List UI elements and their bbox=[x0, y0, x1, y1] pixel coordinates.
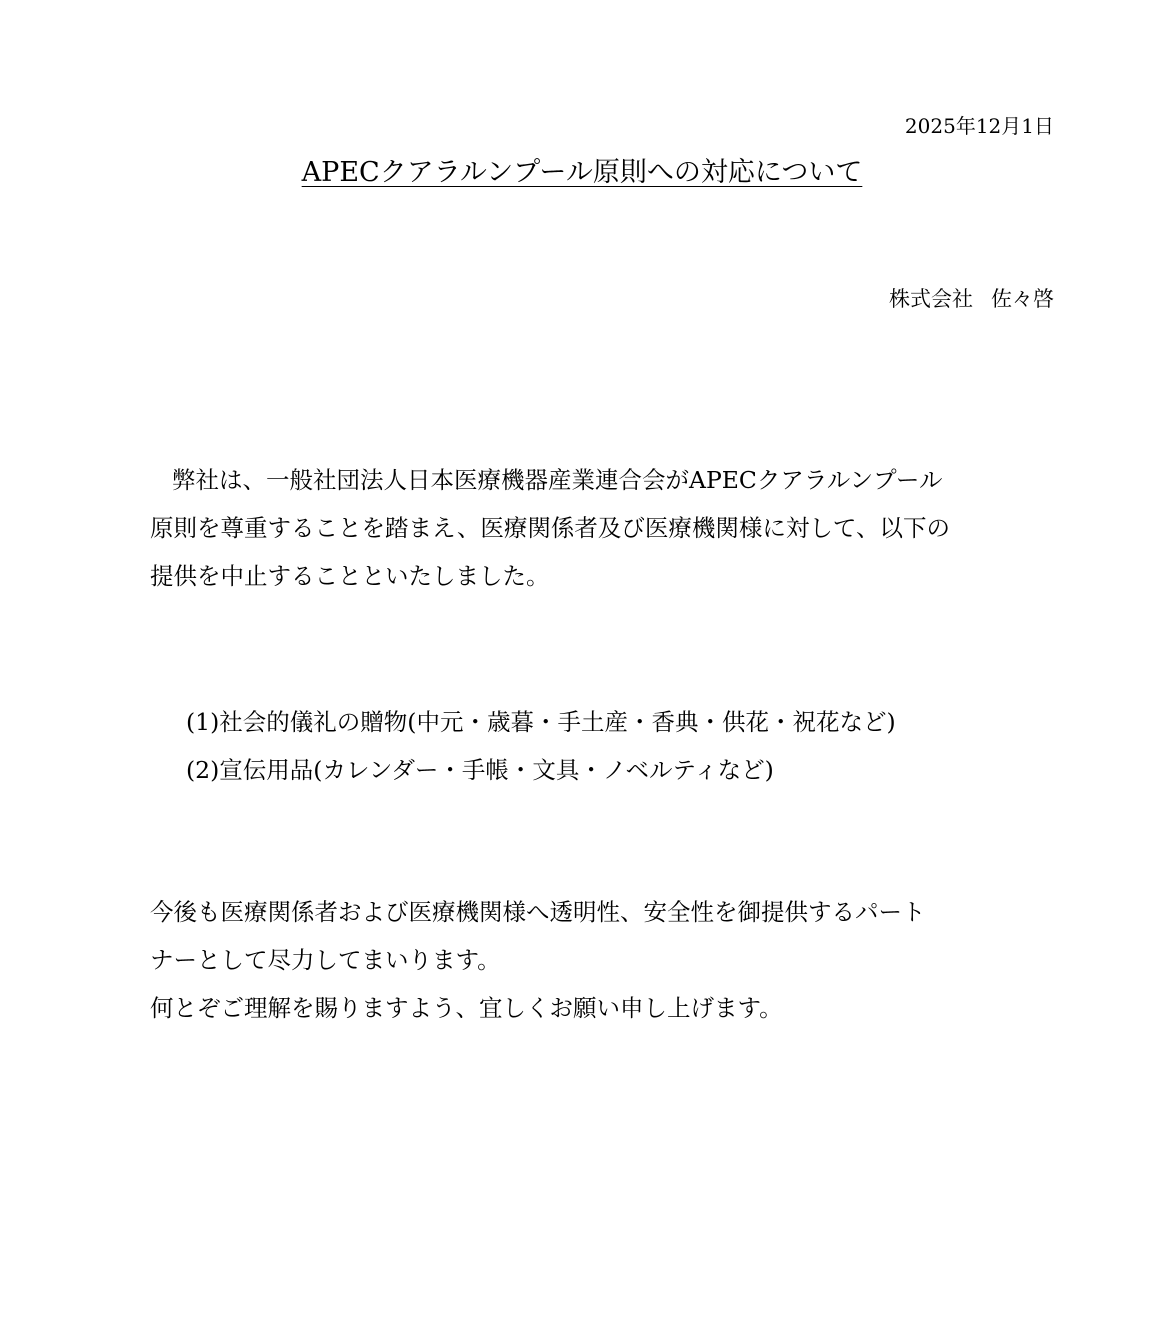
company-signature bbox=[889, 284, 1054, 314]
document-title: APECクアラルンプール原則への対応について bbox=[301, 157, 863, 188]
document-date: 2025年12月1日 bbox=[904, 114, 1054, 138]
intro-paragraph bbox=[150, 456, 1060, 600]
intro-line: 提供を中止することといたしました。 bbox=[150, 562, 550, 590]
intro-line: 原則を尊重することを踏まえ、医療関係者及び医療機関様に対して、以下の bbox=[150, 514, 950, 542]
closing-line: ナーとして尽力してまいります。 bbox=[150, 946, 501, 974]
document-title-container bbox=[0, 154, 1164, 192]
closing-line: 何とぞご理解を賜りますよう、宜しくお願い申し上げます。 bbox=[150, 994, 783, 1022]
closing-line: 今後も医療関係者および医療機関様へ透明性、安全性を御提供するパート bbox=[150, 898, 926, 926]
list-item: (2)宣伝用品(カレンダー・手帳・文具・ノベルティなど) bbox=[186, 756, 774, 784]
company-name: 株式会社 bbox=[889, 287, 973, 311]
list-item: (1)社会的儀礼の贈物(中元・歳暮・手土産・香典・供花・祝花など) bbox=[186, 708, 896, 736]
closing-paragraph bbox=[150, 888, 1060, 1032]
intro-line bbox=[150, 456, 1060, 504]
intro-line-text: 弊社は、一般社団法人日本医療機器産業連合会がAPECクアラルンプール bbox=[172, 466, 943, 494]
company-person: 佐々啓 bbox=[991, 287, 1054, 311]
item-list bbox=[186, 698, 1056, 794]
